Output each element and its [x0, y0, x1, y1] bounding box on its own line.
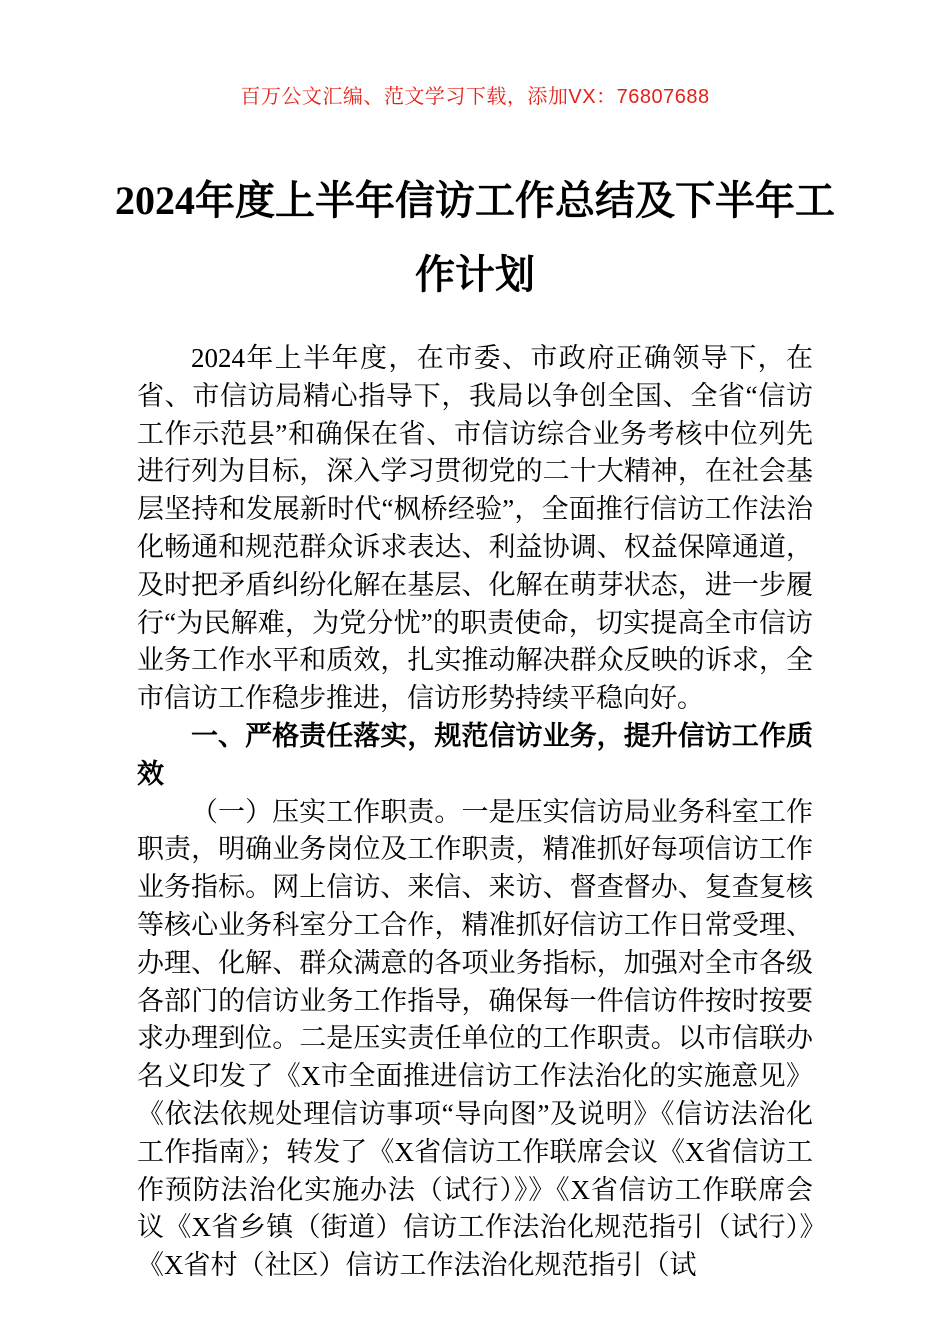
body-paragraph: 2024年上半年度，在市委、市政府正确领导下，在省、市信访局精心指导下，我局以争创全国、全省“信访工作示范县”和确保在省、市信访综合业务考核中位列先进行列为目标，深入学习贯彻党的二十大精神，在社会基层坚持和发展新时代“枫桥经验”，全面推行信访工作法治化畅通和规范群众诉求表达、利益协调、权益保障通道，及时把矛盾纠纷化解在基层、化解在萌芽状态，进一步履行“为民解难，为党分忧”的职责使命，切实提高全市信访业务工作水平和质效，扎实推动解决群众反映的诉求，全市信访工作稳步推进，信访形势持续平稳向好。: [137, 343, 813, 714]
section-heading: 一、严格责任落实，规范信访业务，提升信访工作质效: [137, 720, 813, 789]
body-paragraph: （一）压实工作职责。一是压实信访局业务科室工作职责，明确业务岗位及工作职责，精准抓好每项信访工作业务指标。网上信访、来信、来访、督查督办、复查复核等核心业务科室分工合作，精准抓好信访工作日常受理、办理、化解、群众满意的各项业务指标，加强对全市各级各部门的信访业务工作指导，确保每一件信访件按时按要求办理到位。二是压实责任单位的工作职责。以市信联办名义印发了《X市全面推进信访工作法治化的实施意见》《依法依规处理信访事项“导向图”及说明》《信访法治化工作指南》；转发了《X省信访工作联席会议《X省信访工作预防法治化实施办法（试行）》》《X省信访工作联席会议《X省乡镇（街道）信访工作法治化规范指引（试行）》《X省村（社区）信访工作法治化规范指引（试: [137, 796, 813, 1281]
document-title: 2024年度上半年信访工作总结及下半年工 作计划: [115, 178, 835, 297]
document-body: [137, 340, 813, 1285]
promo-header-text: 百万公文汇编、范文学习下载，添加VX：76807688: [240, 86, 710, 108]
